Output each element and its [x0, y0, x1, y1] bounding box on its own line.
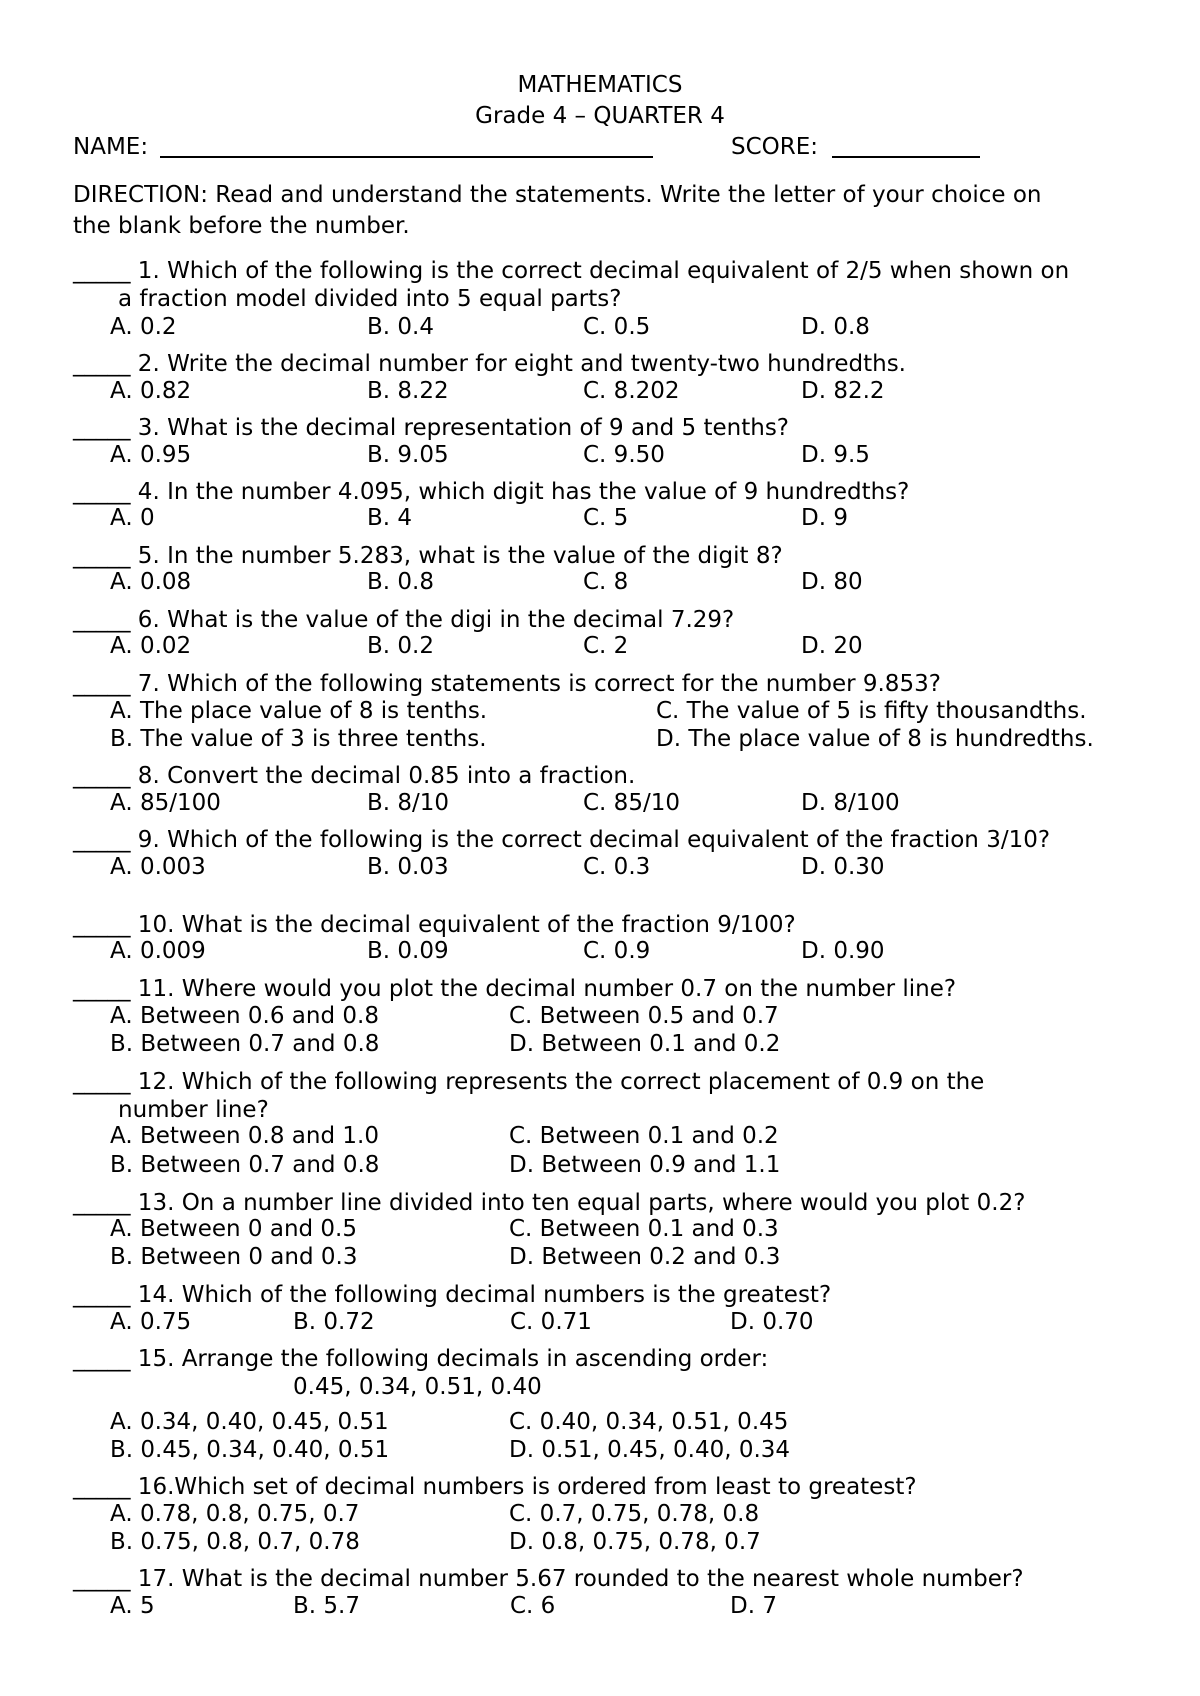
- direction-line-2: the blank before the number.: [73, 213, 410, 239]
- choice-d: D. Between 0.2 and 0.3: [509, 1244, 781, 1270]
- choice-a: A. 0.82: [110, 378, 192, 404]
- question-2: [73, 350, 906, 378]
- question-17: [73, 1565, 1024, 1593]
- choice-c: C. The value of 5 is fifty thousandths.: [656, 698, 1087, 724]
- direction-line-1: DIRECTION: Read and understand the statements. Write the letter of your choice on: [73, 182, 1042, 208]
- question-text: 1. Which of the following is the correct decimal equivalent of 2/5 when shown on: [130, 258, 1070, 284]
- choice-c: C. 9.50: [583, 442, 665, 468]
- subject-title: MATHEMATICS: [517, 72, 683, 98]
- answer-blank[interactable]: _____: [73, 763, 131, 789]
- choice-c: C. Between 0.5 and 0.7: [509, 1003, 779, 1029]
- question-7: [73, 670, 941, 698]
- question-1: [73, 257, 1069, 285]
- choice-c: C. 8: [583, 569, 629, 595]
- question-text: 8. Convert the decimal 0.85 into a fraction.: [130, 763, 636, 789]
- answer-blank[interactable]: _____: [73, 1190, 131, 1216]
- question-8: [73, 762, 635, 790]
- choice-d: D. 0.8, 0.75, 0.78, 0.7: [509, 1529, 761, 1555]
- choice-d: D. 8/100: [801, 790, 900, 816]
- answer-blank[interactable]: _____: [73, 912, 131, 938]
- question-text: 10. What is the decimal equivalent of the fraction 9/100?: [130, 912, 796, 938]
- question-13: [73, 1189, 1025, 1217]
- question-5: [73, 542, 783, 570]
- choice-b: B. 0.09: [367, 938, 449, 964]
- choice-c: C. Between 0.1 and 0.3: [509, 1216, 779, 1242]
- answer-blank[interactable]: _____: [73, 671, 131, 697]
- choice-d: D. 9: [801, 505, 848, 531]
- choice-a: A. 0.78, 0.8, 0.75, 0.7: [110, 1501, 360, 1527]
- question-text: 5. In the number 5.283, what is the value of the digit 8?: [130, 543, 783, 569]
- choice-b: B. 0.75, 0.8, 0.7, 0.78: [110, 1529, 360, 1555]
- choice-b: B. Between 0.7 and 0.8: [110, 1152, 380, 1178]
- choice-b: B. 0.72: [293, 1309, 375, 1335]
- choice-c: C. 0.9: [583, 938, 651, 964]
- question-text: 3. What is the decimal representation of 9 and 5 tenths?: [130, 415, 790, 441]
- choice-b: B. 0.45, 0.34, 0.40, 0.51: [110, 1437, 390, 1463]
- choice-a: A. 0.34, 0.40, 0.45, 0.51: [110, 1409, 389, 1435]
- choice-b: B. Between 0 and 0.3: [110, 1244, 358, 1270]
- choice-c: C. 0.7, 0.75, 0.78, 0.8: [509, 1501, 760, 1527]
- answer-blank[interactable]: _____: [73, 543, 131, 569]
- choice-d: D. 9.5: [801, 442, 870, 468]
- choice-c: C. 0.40, 0.34, 0.51, 0.45: [509, 1409, 789, 1435]
- choice-a: A. 85/100: [110, 790, 221, 816]
- choice-c: C. 0.5: [583, 314, 651, 340]
- choice-a: A. The place value of 8 is tenths.: [110, 698, 488, 724]
- choice-c: C. Between 0.1 and 0.2: [509, 1123, 779, 1149]
- answer-blank[interactable]: _____: [73, 1566, 131, 1592]
- choice-c: C. 6: [510, 1593, 556, 1619]
- question-text: 16.Which set of decimal numbers is ordered from least to greatest?: [130, 1474, 917, 1500]
- choice-a: A. 5: [110, 1593, 155, 1619]
- choice-b: B. The value of 3 is three tenths.: [110, 726, 487, 752]
- question-text: 9. Which of the following is the correct decimal equivalent of the fraction 3/10?: [130, 827, 1051, 853]
- answer-blank[interactable]: _____: [73, 258, 131, 284]
- choice-a: A. 0.95: [110, 442, 192, 468]
- choice-d: D. 0.8: [801, 314, 870, 340]
- score-label: SCORE:: [731, 134, 819, 160]
- question-11: [73, 975, 956, 1003]
- answer-blank[interactable]: _____: [73, 479, 131, 505]
- choice-c: C. 0.3: [583, 854, 651, 880]
- choice-b: B. 9.05: [367, 442, 449, 468]
- choice-d: D. 7: [730, 1593, 777, 1619]
- question-continuation: number line?: [118, 1097, 269, 1123]
- question-text: 2. Write the decimal number for eight and twenty-two hundredths.: [130, 351, 906, 377]
- choice-c: C. 5: [583, 505, 629, 531]
- choice-a: A. 0.009: [110, 938, 206, 964]
- question-text: 11. Where would you plot the decimal number 0.7 on the number line?: [130, 976, 957, 1002]
- question-15: [73, 1345, 768, 1373]
- choice-a: A. 0.2: [110, 314, 177, 340]
- question-12: [73, 1068, 984, 1096]
- question-9: [73, 826, 1050, 854]
- question-continuation: a fraction model divided into 5 equal parts?: [118, 286, 622, 312]
- question-continuation: 0.45, 0.34, 0.51, 0.40: [293, 1374, 542, 1400]
- choice-c: C. 85/10: [583, 790, 680, 816]
- question-text: 15. Arrange the following decimals in ascending order:: [130, 1346, 769, 1372]
- question-3: [73, 414, 789, 442]
- question-text: 6. What is the value of the digi in the decimal 7.29?: [130, 607, 735, 633]
- choice-a: A. Between 0.6 and 0.8: [110, 1003, 379, 1029]
- question-text: 12. Which of the following represents the correct placement of 0.9 on the: [130, 1069, 985, 1095]
- choice-b: B. 0.8: [367, 569, 434, 595]
- question-6: [73, 606, 734, 634]
- answer-blank[interactable]: _____: [73, 351, 131, 377]
- answer-blank[interactable]: _____: [73, 1346, 131, 1372]
- choice-b: B. 8.22: [367, 378, 449, 404]
- choice-b: B. 0.03: [367, 854, 449, 880]
- grade-subtitle: Grade 4 – QUARTER 4: [475, 103, 725, 129]
- choice-d: D. Between 0.9 and 1.1: [509, 1152, 781, 1178]
- choice-a: A. 0: [110, 505, 155, 531]
- choice-d: D. 0.51, 0.45, 0.40, 0.34: [509, 1437, 791, 1463]
- choice-d: D. The place value of 8 is hundredths.: [656, 726, 1094, 752]
- question-text: 13. On a number line divided into ten equal parts, where would you plot 0.2?: [130, 1190, 1026, 1216]
- choice-d: D. Between 0.1 and 0.2: [509, 1031, 781, 1057]
- name-field[interactable]: [160, 134, 653, 158]
- answer-blank[interactable]: _____: [73, 415, 131, 441]
- choice-b: B. 5.7: [293, 1593, 360, 1619]
- choice-d: D. 0.70: [730, 1309, 814, 1335]
- question-10: [73, 911, 796, 939]
- choice-d: D. 0.30: [801, 854, 885, 880]
- answer-blank[interactable]: _____: [73, 607, 131, 633]
- choice-b: B. 8/10: [367, 790, 450, 816]
- question-4: [73, 478, 909, 506]
- choice-a: A. 0.003: [110, 854, 206, 880]
- answer-blank[interactable]: _____: [73, 1069, 131, 1095]
- choice-b: B. Between 0.7 and 0.8: [110, 1031, 380, 1057]
- choice-a: A. Between 0 and 0.5: [110, 1216, 358, 1242]
- answer-blank[interactable]: _____: [73, 827, 131, 853]
- answer-blank[interactable]: _____: [73, 1282, 131, 1308]
- choice-d: D. 82.2: [801, 378, 885, 404]
- choice-b: B. 0.4: [367, 314, 434, 340]
- score-field[interactable]: [832, 134, 980, 158]
- answer-blank[interactable]: _____: [73, 1474, 131, 1500]
- choice-a: A. 0.75: [110, 1309, 192, 1335]
- choice-a: A. 0.08: [110, 569, 192, 595]
- question-text: 14. Which of the following decimal numbers is the greatest?: [130, 1282, 832, 1308]
- question-text: 7. Which of the following statements is correct for the number 9.853?: [130, 671, 941, 697]
- choice-a: A. Between 0.8 and 1.0: [110, 1123, 379, 1149]
- question-text: 4. In the number 4.095, which digit has the value of 9 hundredths?: [130, 479, 910, 505]
- choice-b: B. 4: [367, 505, 413, 531]
- answer-blank[interactable]: _____: [73, 976, 131, 1002]
- choice-d: D. 20: [801, 633, 863, 659]
- choice-b: B. 0.2: [367, 633, 434, 659]
- choice-c: C. 8.202: [583, 378, 680, 404]
- choice-c: C. 0.71: [510, 1309, 592, 1335]
- question-16: [73, 1473, 917, 1501]
- name-label: NAME:: [73, 134, 149, 160]
- question-14: [73, 1281, 831, 1309]
- question-text: 17. What is the decimal number 5.67 rounded to the nearest whole number?: [130, 1566, 1024, 1592]
- choice-d: D. 0.90: [801, 938, 885, 964]
- choice-d: D. 80: [801, 569, 863, 595]
- choice-c: C. 2: [583, 633, 629, 659]
- choice-a: A. 0.02: [110, 633, 192, 659]
